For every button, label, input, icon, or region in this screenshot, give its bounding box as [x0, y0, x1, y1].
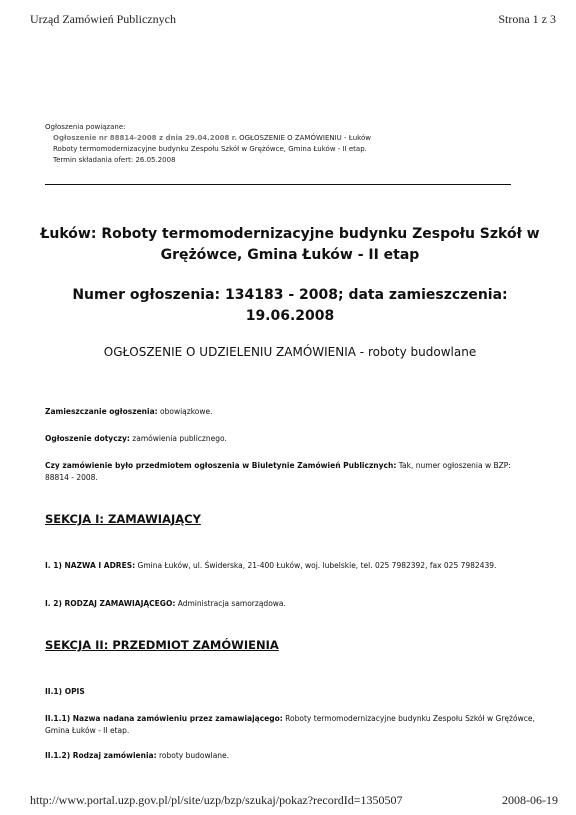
- related-line2: Roboty termomodernizacyjne budynku Zespołu Szkół w Grężówce, Gmina Łuków - II etap.: [53, 145, 367, 153]
- field-value: zamówienia publicznego.: [129, 434, 227, 443]
- notice-number-line2: 19.06.2008: [245, 308, 335, 324]
- related-label: Ogłoszenia powiązane:: [45, 123, 126, 131]
- footer-url[interactable]: http://www.portal.uzp.gov.pl/pl/site/uzp/bzp/szukaj/pokaz?recordId=1350507: [30, 793, 403, 807]
- section1-nazwa: [45, 560, 535, 572]
- field-value: roboty budowlane.: [156, 751, 230, 760]
- section2-opis: [45, 686, 535, 698]
- section1-heading: SEKCJA I: ZAMAWIAJĄCY: [45, 512, 201, 526]
- field-dotyczy: [45, 433, 535, 445]
- related-notices: [45, 122, 525, 166]
- field-label: Zamieszczanie ogłoszenia:: [45, 407, 158, 416]
- notice-title-line1: Łuków: Roboty termomodernizacyjne budynku Zespołu Szkół w: [40, 226, 540, 242]
- divider: [45, 184, 511, 185]
- header-publisher: Urząd Zamówień Publicznych: [30, 12, 176, 26]
- related-ref-link[interactable]: Ogłoszenie nr 88814-2008 z dnia 29.04.2008 r.: [53, 134, 237, 142]
- field-label: I. 2) RODZAJ ZAMAWIAJĄCEGO:: [45, 599, 176, 608]
- field-value: Tak, numer ogłoszenia w BZP: 88814 - 2008.: [45, 461, 511, 482]
- field-bzp: [45, 460, 535, 484]
- notice-number-line1: Numer ogłoszenia: 134183 - 2008; data zamieszczenia:: [72, 287, 508, 303]
- notice-number: [40, 285, 540, 327]
- field-value: Roboty termomodernizacyjne budynku Zespołu Szkół w Grężówce, Gmina Łuków - II etap.: [45, 714, 535, 735]
- footer-date: 2008-06-19: [502, 793, 558, 807]
- field-label: I. 1) NAZWA I ADRES:: [45, 561, 136, 570]
- field-label: II.1.1) Nazwa nadana zamówieniu przez zamawiającego:: [45, 714, 283, 723]
- field-label: II.1.2) Rodzaj zamówienia:: [45, 751, 157, 760]
- section2-heading: SEKCJA II: PRZEDMIOT ZAMÓWIENIA: [45, 638, 279, 652]
- section2-rodzaj: [45, 750, 535, 762]
- field-label: II.1) OPIS: [45, 687, 85, 696]
- field-zamieszczanie: [45, 406, 535, 418]
- related-line3: Termin składania ofert: 26.05.2008: [53, 156, 176, 164]
- header-page-number: Strona 1 z 3: [498, 12, 556, 26]
- notice-title: [40, 224, 540, 266]
- related-ref-line: [45, 133, 525, 144]
- field-label: Ogłoszenie dotyczy:: [45, 434, 130, 443]
- field-value: obowiązkowe.: [157, 407, 213, 416]
- notice-subtitle: OGŁOSZENIE O UDZIELENIU ZAMÓWIENIA - roboty budowlane: [103, 345, 477, 359]
- related-ref-text: OGŁOSZENIE O ZAMÓWIENIU - Łuków: [236, 134, 371, 142]
- section2-nazwa: [45, 713, 535, 737]
- notice-title-line2: Grężówce, Gmina Łuków - II etap: [160, 247, 420, 263]
- field-value: Gmina Łuków, ul. Świderska, 21-400 Łuków, woj. lubelskie, tel. 025 7982392, fax 025 7982439.: [135, 561, 497, 570]
- field-value: Administracja samorządowa.: [175, 599, 286, 608]
- section1-rodzaj: [45, 598, 535, 610]
- field-label: Czy zamówienie było przedmiotem ogłoszenia w Biuletynie Zamówień Publicznych:: [45, 461, 397, 470]
